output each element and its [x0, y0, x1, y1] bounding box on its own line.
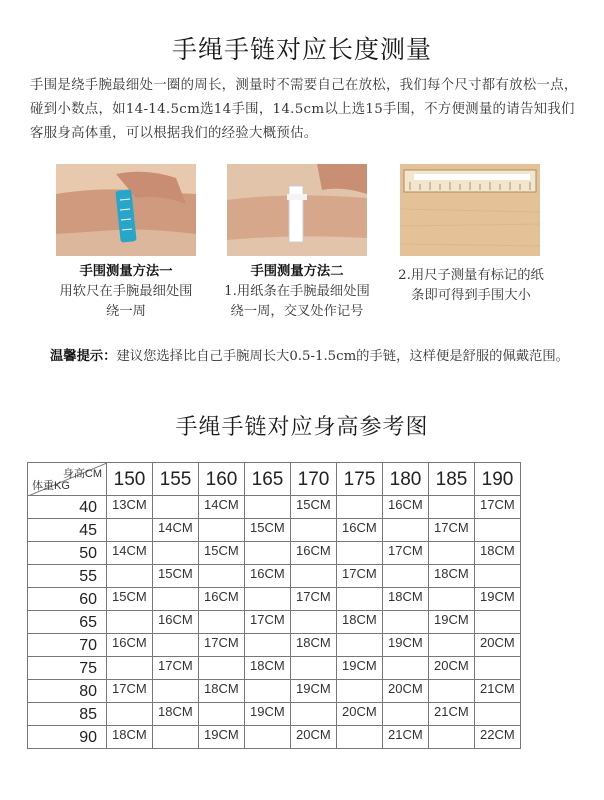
size-cell: 20CM	[383, 680, 429, 703]
corner-height-label: 身高CM	[62, 468, 102, 480]
size-cell: 18CM	[337, 611, 383, 634]
size-cell: 16CM	[245, 565, 291, 588]
size-cell	[429, 588, 475, 611]
weight-header-cell: 55	[28, 565, 107, 588]
size-cell	[291, 657, 337, 680]
weight-header-cell: 90	[28, 726, 107, 749]
size-cell	[107, 565, 153, 588]
size-cell	[107, 519, 153, 542]
weight-header-cell: 50	[28, 542, 107, 565]
size-cell	[475, 519, 521, 542]
size-cell: 18CM	[245, 657, 291, 680]
size-cell	[199, 657, 245, 680]
size-cell	[245, 542, 291, 565]
size-cell: 22CM	[475, 726, 521, 749]
size-cell: 17CM	[153, 657, 199, 680]
size-cell	[199, 565, 245, 588]
corner-weight-label: 体重KG	[32, 480, 70, 492]
size-cell	[383, 657, 429, 680]
size-cell: 16CM	[153, 611, 199, 634]
method-1-caption	[56, 262, 196, 322]
size-cell: 19CM	[383, 634, 429, 657]
size-cell: 16CM	[383, 496, 429, 519]
height-header-cell: 170	[291, 463, 337, 496]
height-header-cell: 175	[337, 463, 383, 496]
method-1-text: 用软尺在手腕最细处围绕一周	[59, 284, 193, 319]
size-cell	[475, 565, 521, 588]
size-cell	[429, 680, 475, 703]
size-cell	[153, 542, 199, 565]
size-cell	[383, 611, 429, 634]
size-cell	[245, 588, 291, 611]
method-2-text: 1.用纸条在手腕最细处围绕一周，交叉处作记号	[224, 284, 370, 319]
tip-text: 建议您选择比自己手腕周长大0.5-1.5cm的手链，这样便是舒服的佩戴范围。	[116, 349, 569, 364]
height-header-cell: 160	[199, 463, 245, 496]
size-cell: 21CM	[475, 680, 521, 703]
size-cell: 19CM	[337, 657, 383, 680]
method-3-text: 2.用尺子测量有标记的纸条即可得到手围大小	[398, 268, 544, 303]
size-cell: 17CM	[245, 611, 291, 634]
table-row	[28, 680, 521, 703]
weight-header-cell: 75	[28, 657, 107, 680]
size-cell: 17CM	[429, 519, 475, 542]
size-cell	[337, 726, 383, 749]
table-header-row	[28, 463, 521, 496]
size-cell: 20CM	[475, 634, 521, 657]
size-cell: 19CM	[199, 726, 245, 749]
size-cell	[153, 588, 199, 611]
method-1-heading: 手围测量方法一	[79, 264, 173, 279]
method-3-caption	[398, 266, 544, 306]
size-cell: 18CM	[107, 726, 153, 749]
size-cell: 18CM	[383, 588, 429, 611]
height-header-cell: 155	[153, 463, 199, 496]
height-header-cell: 180	[383, 463, 429, 496]
size-cell	[153, 634, 199, 657]
size-cell	[337, 588, 383, 611]
size-cell	[153, 726, 199, 749]
height-header-cell: 190	[475, 463, 521, 496]
size-cell	[107, 611, 153, 634]
size-cell	[153, 680, 199, 703]
table-row	[28, 657, 521, 680]
size-cell	[153, 496, 199, 519]
size-cell: 19CM	[291, 680, 337, 703]
size-cell	[245, 634, 291, 657]
size-cell	[337, 680, 383, 703]
size-cell: 18CM	[199, 680, 245, 703]
size-cell	[291, 519, 337, 542]
table-title: 手绳手链对应身高参考图	[175, 415, 429, 440]
size-cell	[245, 726, 291, 749]
size-cell: 18CM	[475, 542, 521, 565]
photo-ruler	[400, 164, 540, 256]
size-cell: 13CM	[107, 496, 153, 519]
method-2-caption	[224, 262, 370, 322]
size-cell	[199, 703, 245, 726]
size-cell	[475, 657, 521, 680]
size-cell	[199, 611, 245, 634]
size-cell: 16CM	[107, 634, 153, 657]
table-row	[28, 519, 521, 542]
size-cell	[245, 496, 291, 519]
weight-header-cell: 45	[28, 519, 107, 542]
size-cell	[291, 703, 337, 726]
size-cell	[429, 496, 475, 519]
size-cell	[383, 519, 429, 542]
size-cell: 17CM	[337, 565, 383, 588]
weight-header-cell: 80	[28, 680, 107, 703]
table-row	[28, 611, 521, 634]
size-cell: 19CM	[475, 588, 521, 611]
size-cell: 17CM	[199, 634, 245, 657]
size-cell: 16CM	[291, 542, 337, 565]
size-cell	[107, 703, 153, 726]
size-cell: 14CM	[199, 496, 245, 519]
table-corner-cell	[28, 463, 107, 496]
size-cell: 15CM	[107, 588, 153, 611]
page-title: 手绳手链对应长度测量	[171, 35, 432, 64]
size-cell	[337, 542, 383, 565]
size-cell: 18CM	[291, 634, 337, 657]
size-cell: 14CM	[107, 542, 153, 565]
size-cell	[245, 680, 291, 703]
size-cell: 15CM	[245, 519, 291, 542]
size-cell: 19CM	[429, 611, 475, 634]
weight-header-cell: 85	[28, 703, 107, 726]
tip-paragraph	[50, 346, 570, 367]
table-row	[28, 726, 521, 749]
photo-paper-strip	[227, 164, 367, 256]
size-cell	[337, 496, 383, 519]
size-cell	[291, 611, 337, 634]
size-cell	[383, 703, 429, 726]
weight-header-cell: 70	[28, 634, 107, 657]
size-cell: 17CM	[291, 588, 337, 611]
size-cell	[291, 565, 337, 588]
size-cell	[337, 634, 383, 657]
size-cell: 20CM	[429, 657, 475, 680]
size-cell	[475, 611, 521, 634]
size-cell: 15CM	[199, 542, 245, 565]
size-cell	[107, 657, 153, 680]
tip-label: 温馨提示：	[50, 349, 117, 364]
size-cell	[475, 703, 521, 726]
size-cell: 18CM	[153, 703, 199, 726]
size-cell: 19CM	[245, 703, 291, 726]
table-row	[28, 542, 521, 565]
size-cell: 20CM	[337, 703, 383, 726]
weight-header-cell: 40	[28, 496, 107, 519]
size-cell: 15CM	[153, 565, 199, 588]
size-cell	[429, 634, 475, 657]
size-cell: 18CM	[429, 565, 475, 588]
photo-tape-measure	[56, 164, 196, 256]
height-header-cell: 185	[429, 463, 475, 496]
height-header-cell: 150	[107, 463, 153, 496]
size-reference-table	[27, 462, 521, 749]
size-cell: 16CM	[337, 519, 383, 542]
weight-header-cell: 60	[28, 588, 107, 611]
size-cell: 14CM	[153, 519, 199, 542]
table-row	[28, 634, 521, 657]
table-row	[28, 565, 521, 588]
weight-header-cell: 65	[28, 611, 107, 634]
method-2-heading: 手围测量方法二	[250, 264, 344, 279]
height-header-cell: 165	[245, 463, 291, 496]
size-cell	[429, 542, 475, 565]
table-row	[28, 703, 521, 726]
table-row	[28, 496, 521, 519]
size-cell	[199, 519, 245, 542]
size-cell: 17CM	[475, 496, 521, 519]
table-row	[28, 588, 521, 611]
size-cell: 21CM	[383, 726, 429, 749]
size-cell: 17CM	[107, 680, 153, 703]
size-cell: 20CM	[291, 726, 337, 749]
size-cell: 16CM	[199, 588, 245, 611]
size-cell: 15CM	[291, 496, 337, 519]
size-cell: 17CM	[383, 542, 429, 565]
size-cell	[383, 565, 429, 588]
size-cell: 21CM	[429, 703, 475, 726]
size-cell	[429, 726, 475, 749]
intro-paragraph: 手围是绕手腕最细处一圈的周长，测量时不需要自己在放松，我们每个尺寸都有放松一点，碰到小数点，如14-14.5cm选14手围，14.5cm以上选15手围，不方便测量的请告知我们客服身高体重，可以根据我们的经验大概预估。	[30, 78, 578, 141]
